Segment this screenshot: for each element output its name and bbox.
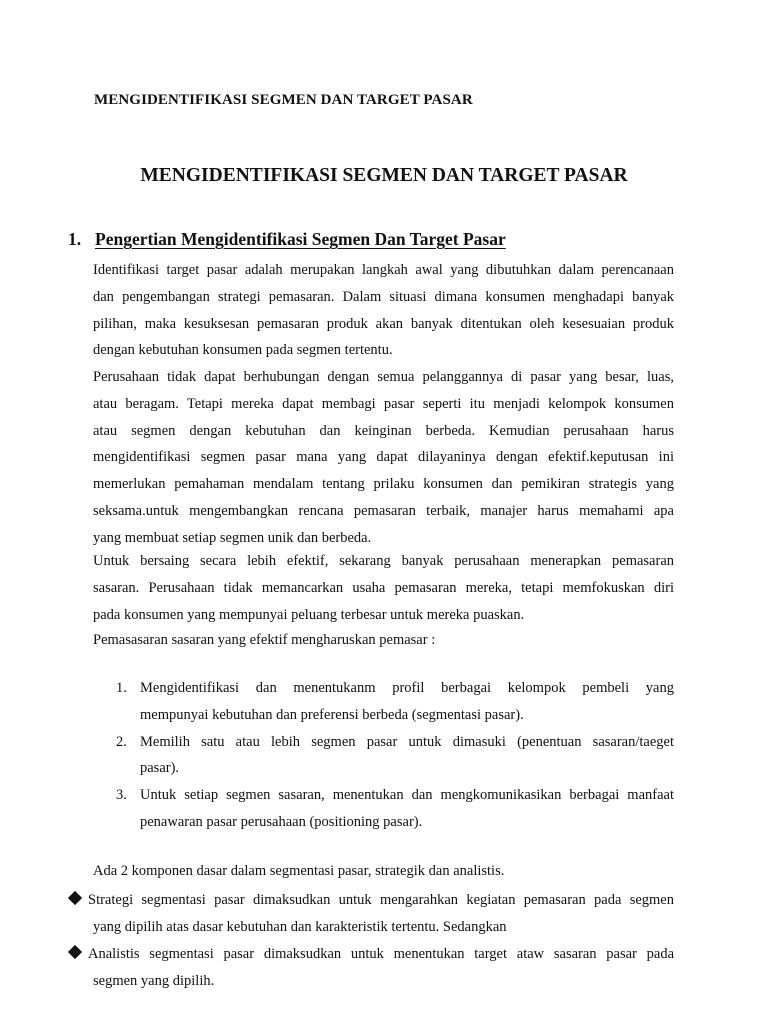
list-item-index: 2.	[116, 733, 127, 750]
bullet-item	[68, 887, 674, 941]
paragraph-3	[93, 548, 674, 628]
list-item-line: mempunyai kebutuhan dan preferensi berbeda (segmentasi pasar).	[140, 706, 524, 723]
paragraph-line: sasaran. Perusahaan tidak memancarkan usaha pemasaran mereka, tetapi memfokuskan diri	[93, 579, 674, 596]
document-title: MENGIDENTIFIKASI SEGMEN DAN TARGET PASAR	[140, 165, 628, 186]
list-item-line: penawaran pasar perusahaan (positioning pasar).	[140, 813, 423, 830]
list-item-line: pasar).	[140, 760, 180, 777]
bullet-line: yang dipilih atas dasar kebutuhan dan karakteristik tertentu. Sedangkan	[93, 918, 507, 935]
paragraph-line: yang membuat setiap segmen unik dan berbeda.	[93, 529, 372, 546]
list-item-index: 3.	[116, 787, 127, 804]
bullet-text: Analistis segmentasi pasar dimaksudkan untuk menentukan target ataw sasaran pasar pada	[88, 946, 674, 962]
list-item-line: Untuk setiap segmen sasaran, menentukan dan mengkomunikasikan berbagai manfaat	[140, 787, 674, 804]
diamond-bullet-icon	[68, 891, 82, 905]
paragraph-line: Untuk bersaing secara lebih efektif, sekarang banyak perusahaan menerapkan pemasaran	[93, 553, 674, 569]
section-number: 1.	[68, 229, 82, 249]
bullet-line: segmen yang dipilih.	[93, 972, 215, 989]
page-header-title: MENGIDENTIFIKASI SEGMEN DAN TARGET PASAR	[94, 92, 473, 108]
list-item-line: Mengidentifikasi dan menentukanm profil berbagai kelompok pembeli yang	[140, 680, 674, 696]
paragraph-line: dengan kebutuhan konsumen pada segmen tertentu.	[93, 342, 393, 359]
paragraph-4: Pemasasaran sasaran yang efektif mengharuskan pemasar :	[93, 632, 436, 648]
paragraph-line: pilihan, maka kesuksesan pemasaran produk akan banyak ditentukan oleh kesesuaian produk	[93, 315, 674, 332]
list-item-line: Memilih satu atau lebih segmen pasar untuk dimasuki (penentuan sasaran/taeget	[140, 733, 674, 750]
paragraph-line: atau beragam. Tetapi mereka dapat membagi pasar seperti itu menjadi kelompok konsumen	[93, 395, 674, 412]
paragraph-2	[93, 364, 674, 552]
list-item	[108, 729, 674, 783]
paragraph-line: dan pengembangan strategi pemasaran. Dalam situasi dimana konsumen menghadapi banyak	[93, 288, 674, 305]
list-item-index: 1.	[116, 680, 127, 696]
paragraph-line: pada konsumen yang mempunyai peluang terbesar untuk mereka puaskan.	[93, 606, 525, 623]
paragraph-line: mengidentifikasi segmen pasar mana yang dapat dilayaninya dengan efektif.keputusan ini	[93, 449, 674, 466]
bullet-text: Strategi segmentasi pasar dimaksudkan untuk mengarahkan kegiatan pemasaran pada segmen	[88, 892, 674, 908]
paragraph-1	[93, 257, 674, 364]
section-heading-text: Pengertian Mengidentifikasi Segmen Dan Target Pasar	[95, 229, 506, 249]
bullet-line-first	[68, 887, 674, 914]
bullet-line-first	[68, 941, 674, 968]
paragraph-line: memerlukan pemahaman mendalam tentang prilaku konsumen dan pemikiran strategis yang	[93, 476, 674, 493]
numbered-list	[108, 675, 674, 836]
paragraph-line: atau segmen dengan kebutuhan dan keinginan berbeda. Kemudian perusahaan harus	[93, 422, 674, 439]
bullet-item	[68, 941, 674, 995]
paragraph-5: Ada 2 komponen dasar dalam segmentasi pasar, strategik dan analistis.	[93, 863, 505, 879]
list-item	[108, 782, 674, 836]
list-item	[108, 675, 674, 729]
paragraph-line: Identifikasi target pasar adalah merupakan langkah awal yang dibutuhkan dalam perencanaan	[93, 262, 674, 278]
paragraph-line: seksama.untuk mengembangkan rencana pemasaran terbaik, manajer harus memahami apa	[93, 502, 674, 519]
paragraph-line: Perusahaan tidak dapat berhubungan dengan semua pelanggannya di pasar yang besar, luas,	[93, 369, 674, 385]
section-heading	[68, 229, 506, 250]
diamond-bullet-icon	[68, 945, 82, 959]
